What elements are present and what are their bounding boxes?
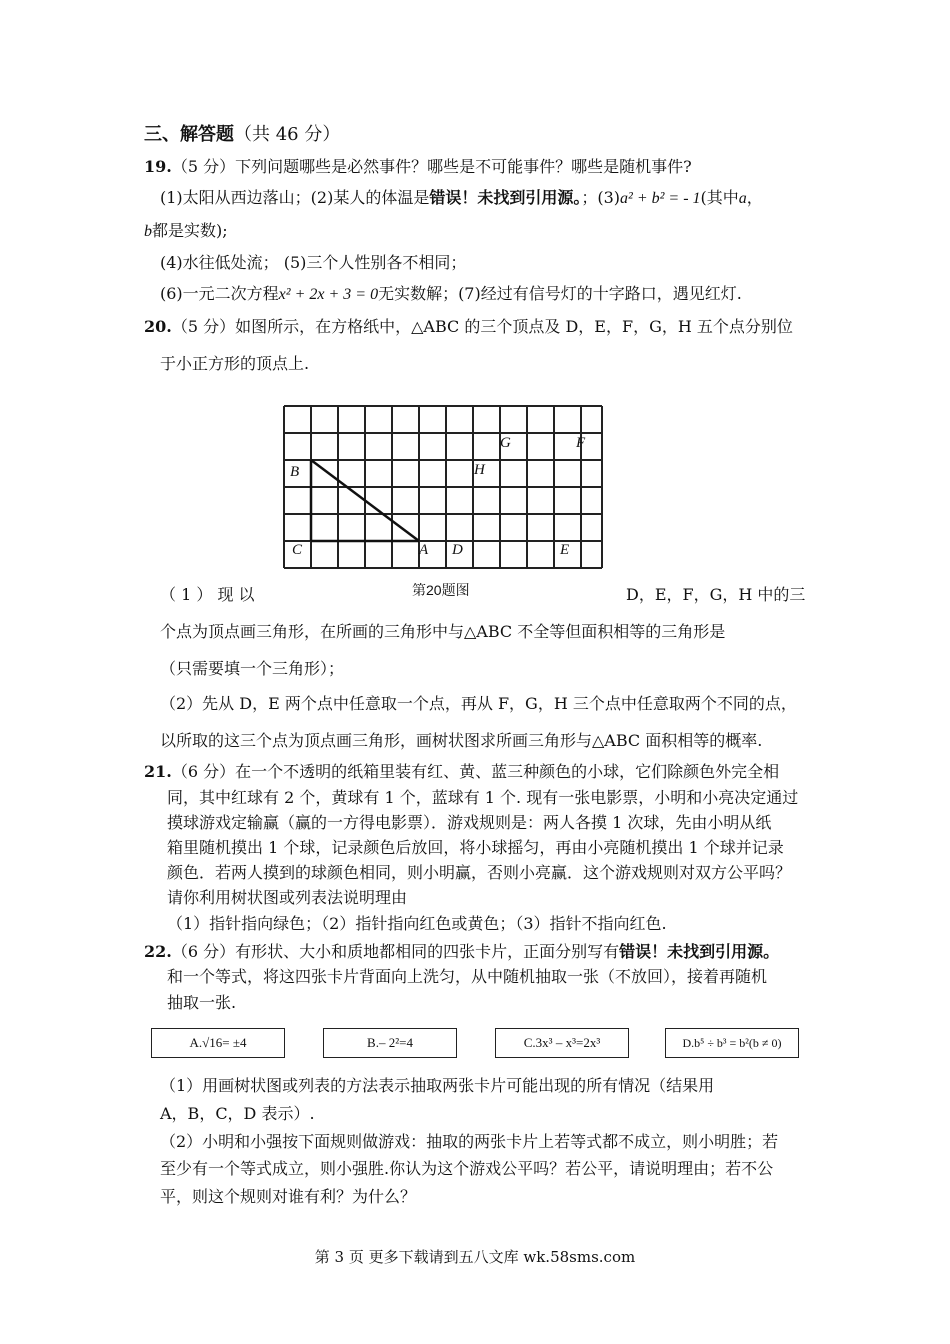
q21-line5: 颜色．若两人摸到的球颜色相同，则小明赢，否则小亮赢．这个游戏规则对双方公平吗？ — [167, 863, 792, 882]
grid-lines — [284, 406, 602, 568]
q20-part1-c: 个点为顶点画三角形，在所画的三角形中与△ABC 不全等但面积相等的三角形是 — [160, 622, 726, 641]
label-e: E — [560, 542, 570, 558]
q19-line1-sep: ；(3) — [581, 188, 621, 207]
q21-line1-text: 在一个不透明的纸箱里装有红、黄、蓝三种颜色的小球，它们除颜色外完全相 — [235, 762, 780, 781]
q20-number: 20. — [144, 317, 172, 336]
q19-line1-text: (1)太阳从西边落山；(2)某人的体温是 — [160, 188, 430, 207]
q19-line1-tail: (其中 — [700, 188, 739, 207]
q20-score: （5 分） — [171, 317, 236, 336]
q22-part1-a: （1）用画树状图或列表的方法表示抽取两张卡片可能出现的所有情况（结果用 — [160, 1076, 715, 1095]
section-score: （共 46 分） — [234, 124, 341, 145]
section-header — [144, 125, 340, 145]
q19-score: （5 分） — [171, 157, 236, 176]
q22-part2-a: （2）小明和小强按下面规则做游戏：抽取的两张卡片上若等式都不成立，则小明胜；若 — [160, 1132, 779, 1151]
q20-stem-text: 如图所示，在方格纸中，△ABC 的三个顶点及 D，E，F，G，H 五个点分别位 — [235, 317, 793, 336]
q21-line7: （1）指针指向绿色；（2）指针指向红色或黄色；（3）指针不指向红色. — [167, 914, 667, 933]
q19-quadratic-equation: x² + 2x + 3 = 0 — [278, 286, 379, 303]
figure-caption: 第20题图 — [412, 582, 470, 598]
q19-stem-text: 下列问题哪些是必然事件？哪些是不可能事件？哪些是随机事件? — [235, 157, 692, 176]
q19-line3: (4)水往低处流； (5)三个人性别各不相同； — [160, 253, 467, 272]
page-footer: 第 3 页 更多下载请到五八文库 wk.58sms.com — [314, 1248, 636, 1266]
q22-part2-b: 至少有一个等式成立，则小强胜.你认为这个游戏公平吗？若公平，请说明理由；若不公 — [160, 1159, 774, 1178]
q20-stem — [144, 317, 793, 337]
label-c: C — [292, 542, 303, 558]
q20-part1-d: （只需要填一个三角形）； — [160, 659, 345, 678]
card-d: D.b⁵ ÷ b³ = b²(b ≠ 0) — [665, 1028, 799, 1058]
q20-part2-a: （2）先从 D，E 两个点中任意取一个点，再从 F，G，H 三个点中任意取两个不同的点， — [160, 694, 797, 713]
label-d: D — [452, 542, 463, 558]
q19-equation: a² + b² = - 1 — [620, 190, 701, 207]
card-c: C.3x³ – x³=2x³ — [495, 1028, 629, 1058]
q21-score: （6 分） — [171, 762, 236, 781]
q19-line4 — [160, 284, 742, 305]
label-g: G — [500, 435, 511, 451]
label-h: H — [474, 462, 485, 478]
q20-stem-line2: 于小正方形的顶点上. — [160, 354, 310, 373]
reference-error: 错误！未找到引用源。 — [619, 942, 780, 961]
card-a: A.√16= ±4 — [151, 1028, 285, 1058]
q22-number: 22. — [144, 942, 172, 961]
q22-line3: 抽取一张. — [167, 993, 237, 1012]
q19-var-b: b — [144, 223, 152, 240]
q21-line4: 箱里随机摸出 1 个球，记录颜色后放回，将小球摇匀，再由小亮随机摸出 1 个球并记录 — [167, 838, 784, 857]
q20-part1-a: （ 1 ） 现 以 — [160, 585, 255, 604]
q19-comma: ， — [746, 188, 763, 207]
reference-error: 错误！未找到引用源。 — [429, 188, 582, 207]
label-a: A — [419, 542, 429, 558]
q19-stem — [144, 157, 692, 177]
q19-number: 19. — [144, 157, 172, 176]
q19-line2 — [144, 221, 228, 242]
q19-line4-tail: 无实数解；(7)经过有信号灯的十字路口，遇见红灯. — [378, 284, 742, 303]
q22-line2: 和一个等式，将这四张卡片背面向上洗匀，从中随机抽取一张（不放回），接着再随机 — [167, 967, 768, 986]
q21-number: 21. — [144, 762, 172, 781]
q22-part1-b: A，B，C，D 表示）. — [160, 1104, 315, 1123]
label-b: B — [290, 464, 300, 480]
q20-part1-b: D，E，F，G，H 中的三 — [626, 585, 806, 604]
q22-part2-c: 平，则这个规则对谁有利？为什么？ — [160, 1187, 417, 1206]
grid-figure — [276, 398, 610, 570]
q20-part2-b: 以所取的这三个点为顶点画三角形，画树状图求所画三角形与△ABC 面积相等的概率. — [160, 731, 763, 750]
q19-line1 — [160, 188, 763, 209]
q19-var-a: a — [738, 190, 747, 207]
label-f: F — [576, 435, 586, 451]
q19-line4-text: (6)一元二次方程 — [160, 284, 279, 303]
q21-line3: 摸球游戏定输赢（赢的一方得电影票）．游戏规则是：两人各摸 1 次球，先由小明从纸 — [167, 813, 772, 832]
q19-line2-text: 都是实数); — [152, 221, 228, 240]
q21-line2: 同，其中红球有 2 个，黄球有 1 个，蓝球有 1 个. 现有一张电影票，小明和小亮决定通过 — [167, 788, 799, 807]
q21-line6: 请你利用树状图或列表法说明理由 — [167, 888, 408, 907]
card-b: B.– 2²=4 — [323, 1028, 457, 1058]
q22-score: （6 分） — [171, 942, 236, 961]
q21-line1 — [144, 762, 779, 782]
q22-line1 — [144, 942, 779, 962]
section-title: 三、解答题 — [144, 124, 234, 145]
q22-line1-text: 有形状、大小和质地都相同的四张卡片，正面分别写有 — [235, 942, 620, 961]
